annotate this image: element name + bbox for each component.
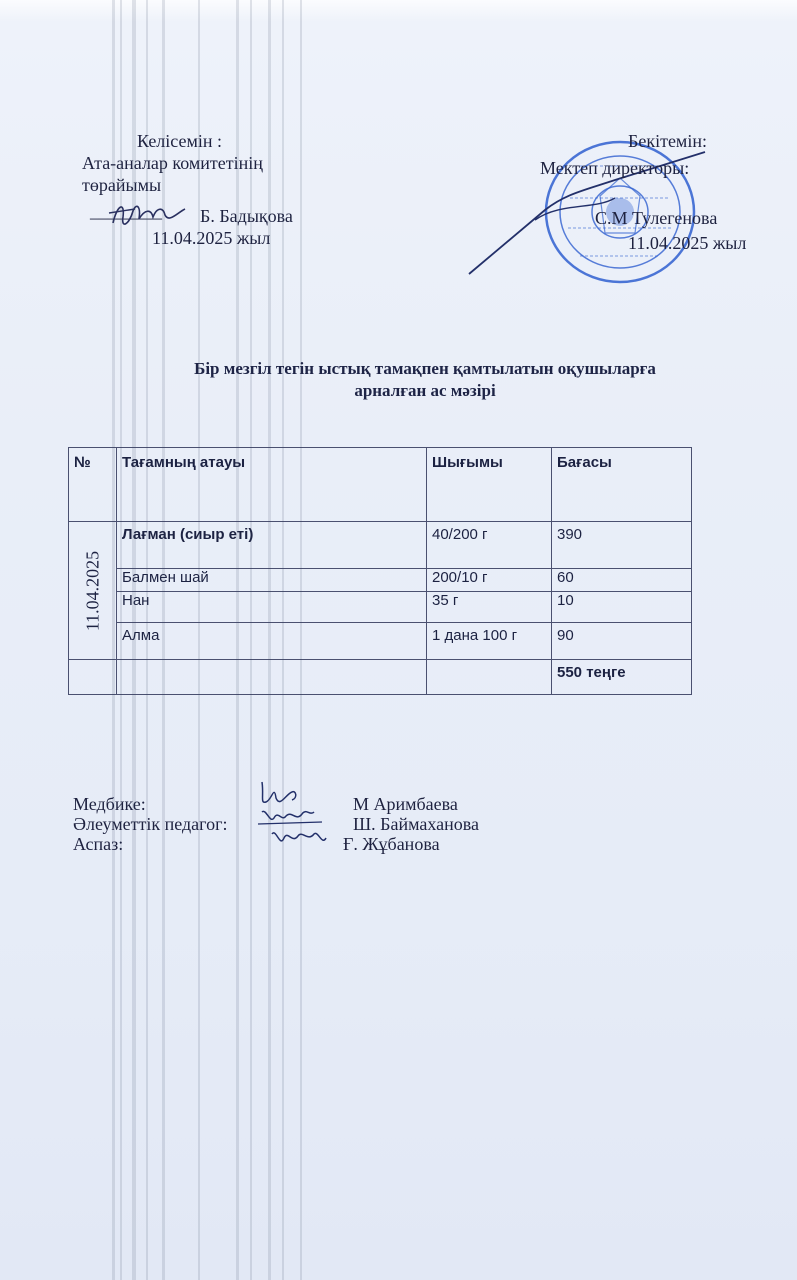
director-role: Мектеп директоры: xyxy=(540,158,690,178)
staff-handwritten-signatures xyxy=(252,772,342,862)
printer-streak xyxy=(162,0,165,1280)
document-title xyxy=(120,358,730,402)
signature-name: Ғ. Жұбанова xyxy=(343,834,440,854)
approval-left-date: 11.04.2025 жыл xyxy=(152,228,271,248)
committee-chair-name: Б. Бадықова xyxy=(200,206,293,226)
printer-streak xyxy=(132,0,136,1280)
committee-line2: төрайымы xyxy=(82,175,162,195)
printer-streak xyxy=(250,0,252,1280)
dish-name: Лағман (сиыр еті) xyxy=(117,522,427,569)
approval-right-heading: Бекітемін: xyxy=(628,131,707,151)
dish-yield: 40/200 г xyxy=(427,522,552,569)
signature-role: Әлеуметтік педагог: xyxy=(73,814,228,834)
date-cell xyxy=(69,522,117,660)
printer-streak xyxy=(282,0,284,1280)
header-yield: Шығымы xyxy=(427,448,552,522)
printer-streak xyxy=(300,0,302,1280)
dish-price: 10 xyxy=(552,592,692,623)
approval-left-heading: Келісемін : xyxy=(137,131,223,151)
header-price: Бағасы xyxy=(552,448,692,522)
dish-price: 90 xyxy=(552,623,692,660)
signature-line-left: ________ xyxy=(90,201,162,221)
committee-line1: Ата-аналар комитетінің xyxy=(82,153,263,173)
director-name: С.М Тулегенова xyxy=(595,208,718,228)
total-empty-cell xyxy=(427,660,552,695)
dish-yield: 1 дана 100 г xyxy=(427,623,552,660)
header-dish: Тағамның атауы xyxy=(117,448,427,522)
dish-yield: 35 г xyxy=(427,592,552,623)
total-empty-cell xyxy=(69,660,117,695)
printer-streak xyxy=(236,0,239,1280)
dish-price: 60 xyxy=(552,569,692,592)
approval-right-date: 11.04.2025 жыл xyxy=(628,233,747,253)
menu-total: 550 теңге xyxy=(552,660,692,695)
menu-date: 11.04.2025 xyxy=(82,550,102,631)
signature-role: Аспаз: xyxy=(73,834,124,854)
printer-streak xyxy=(198,0,200,1280)
dish-name: Алма xyxy=(117,623,427,660)
signature-role: Медбике: xyxy=(73,794,146,814)
printer-streak xyxy=(120,0,122,1280)
printer-streak xyxy=(146,0,148,1280)
dish-name: Балмен шай xyxy=(117,569,427,592)
committee-signature xyxy=(105,195,195,235)
signature-name: М Аримбаева xyxy=(353,794,458,814)
dish-price: 390 xyxy=(552,522,692,569)
dish-name: Нан xyxy=(117,592,427,623)
printer-streak xyxy=(268,0,271,1280)
printer-streak xyxy=(112,0,115,1280)
title-line1: Бір мезгіл тегін ыстық тамақпен қамтылатын оқушыларға xyxy=(194,359,656,378)
title-line2: арналған ас мәзірі xyxy=(354,381,496,400)
header-number: № xyxy=(69,448,117,522)
signature-name: Ш. Баймаханова xyxy=(353,814,480,834)
dish-yield: 200/10 г xyxy=(427,569,552,592)
